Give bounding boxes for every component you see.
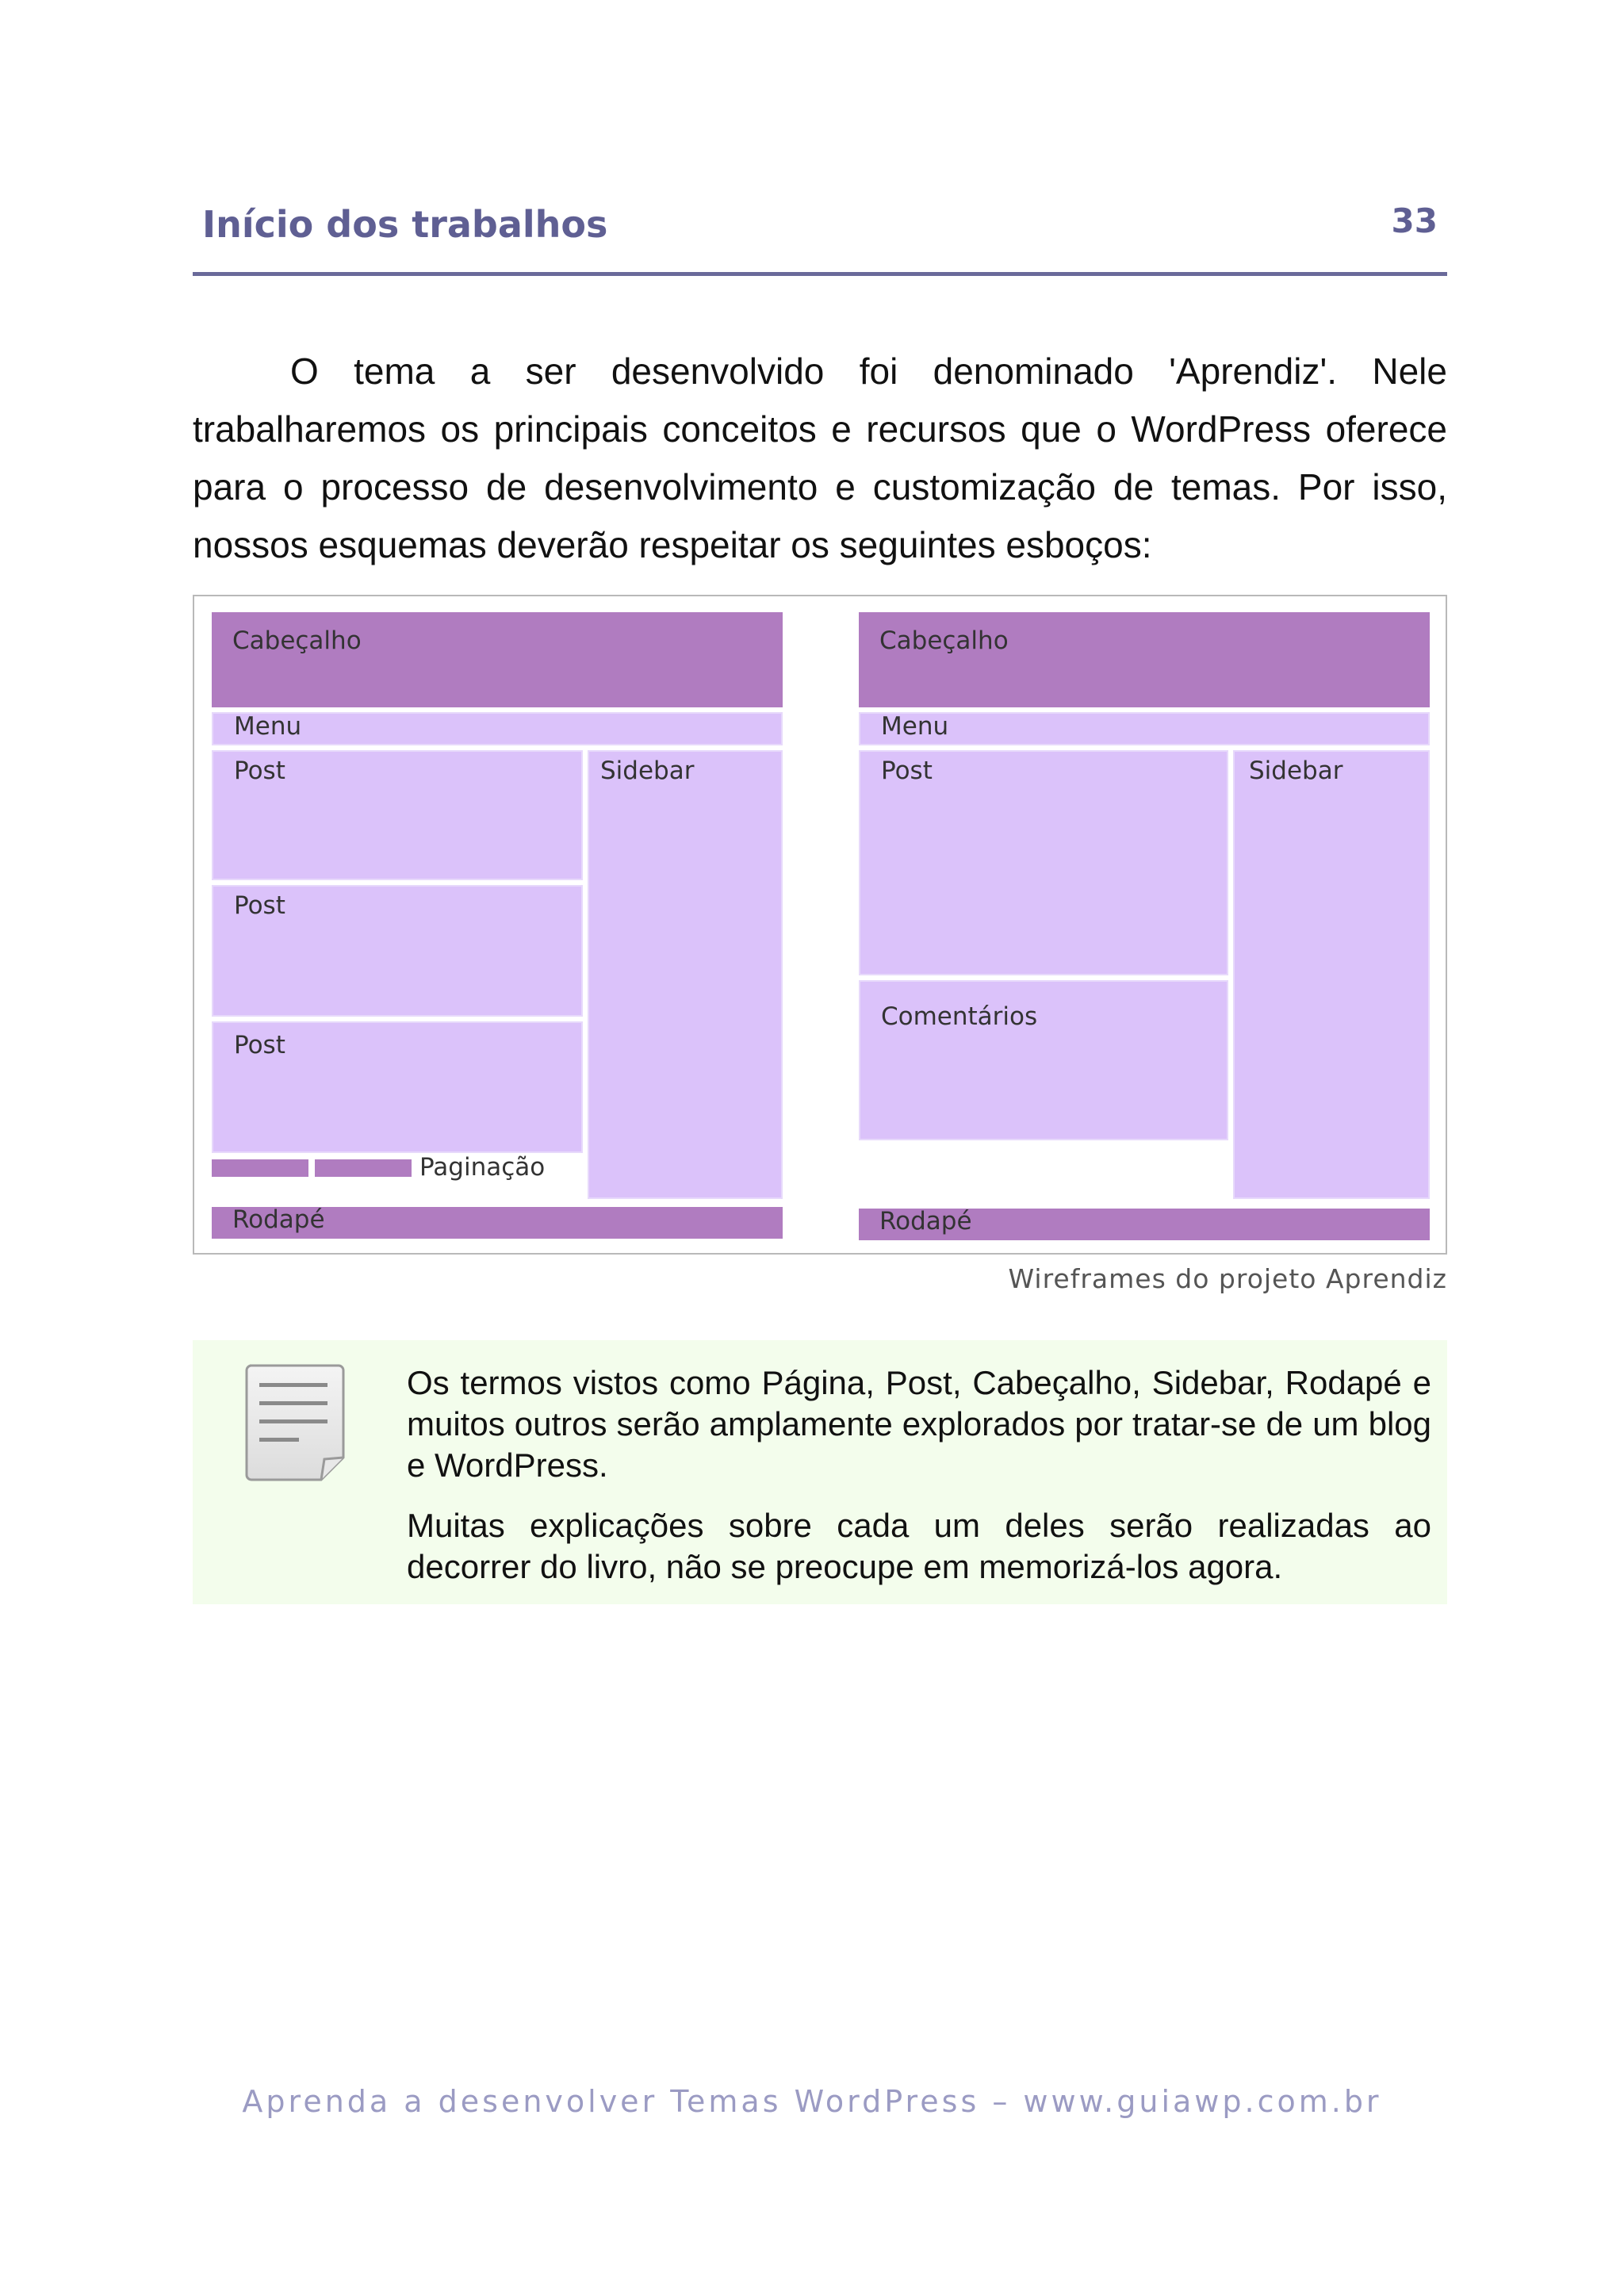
wf-left-sidebar: Sidebar [588,750,783,1199]
wf-left-post-2: Post [212,885,583,1017]
wf-right-comments: Comentários [859,980,1228,1140]
wf-left-menu: Menu [212,712,783,745]
wf-right-menu: Menu [859,712,1430,745]
wireframe-left [212,612,783,1239]
document-icon [245,1364,345,1481]
wf-right-footer: Rodapé [859,1209,1430,1240]
wf-right-sidebar: Sidebar [1233,750,1430,1199]
wireframes-figure [193,595,1447,1255]
wf-left-pagination-bar-1 [212,1159,308,1177]
wireframe-right [859,612,1430,1240]
wf-left-footer: Rodapé [212,1207,783,1239]
wf-left-post-1: Post [212,750,583,880]
page-number: 33 [1391,201,1438,240]
note-paragraph-1: Os termos vistos como Página, Post, Cabeçalho, Sidebar, Rodapé e muitos outros serão amplamente explorados por tratar-se de um blog e WordPress. [407,1364,1431,1484]
note-text [407,1362,1431,1588]
note-box [193,1340,1447,1604]
wf-right-header: Cabeçalho [859,612,1430,707]
intro-paragraph: O tema a ser desenvolvido foi denominado 'Aprendiz'. Nele trabalharemos os principais conceitos e recursos que o WordPress oferece para o processo de desenvolvimento e customização de temas. Por isso, nossos esquemas deverão respeitar os seguintes esboços: [193,351,1447,565]
wf-right-post: Post [859,750,1228,975]
page-header [193,198,1447,276]
wf-left-post-3: Post [212,1021,583,1153]
page-footer: Aprenda a desenvolver Temas WordPress – www.guiawp.com.br [242,2084,1382,2119]
wf-left-pagination-label: Paginação [419,1153,546,1182]
note-paragraph-2: Muitas explicações sobre cada um deles serão realizadas ao decorrer do livro, não se preocupe em memorizá-los agora. [407,1507,1431,1585]
wf-left-header: Cabeçalho [212,612,783,707]
figure-caption: Wireframes do projeto Aprendiz [1008,1263,1447,1294]
page-title: Início dos trabalhos [202,203,608,246]
wf-left-pagination-bar-2 [315,1159,412,1177]
